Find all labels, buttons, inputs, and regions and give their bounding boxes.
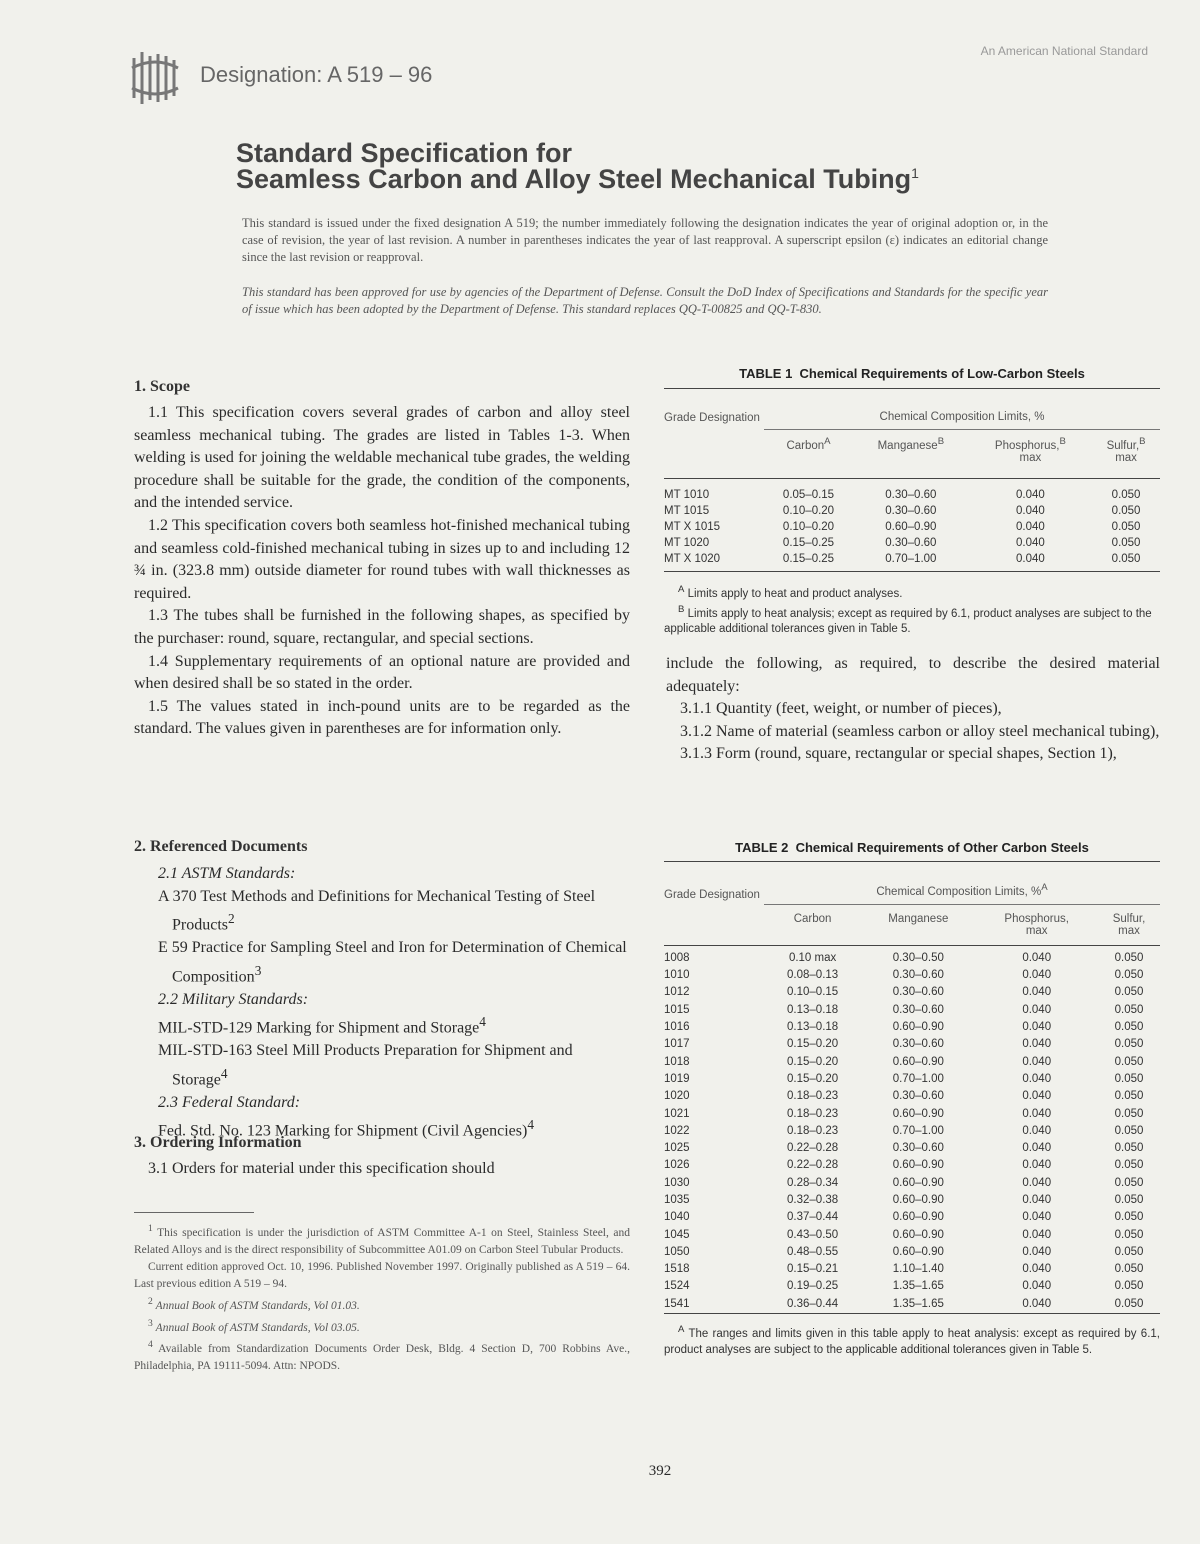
table-cell: 0.32–0.38 (787, 1193, 839, 1206)
item-3-1-2: 3.1.2 Name of material (seamless carbon or alloy steel mechanical tubing), (680, 722, 1160, 740)
table-row (664, 1157, 1160, 1174)
reference-mil-std-129 (134, 1011, 630, 1040)
table-row (664, 551, 1160, 572)
table-cell: 0.05–0.15 (782, 488, 835, 501)
table-row (664, 1036, 1160, 1053)
table-row (664, 1227, 1160, 1244)
table-cell: 0.040 (1022, 1142, 1052, 1155)
table-2-grade-header: Grade Designation (664, 889, 760, 901)
table-row (664, 503, 1160, 519)
table-2-body (664, 945, 1160, 1313)
table-2-title: Chemical Requirements of Other Carbon Steels (795, 840, 1089, 855)
table-cell: 0.08–0.13 (787, 969, 839, 982)
table-cell: 1018 (664, 1055, 690, 1068)
table-cell: 0.050 (1114, 1107, 1144, 1120)
table-cell: 0.60–0.90 (892, 1245, 944, 1258)
table-row (664, 1140, 1160, 1157)
table-cell: 0.050 (1114, 1297, 1144, 1310)
table-cell: 0.60–0.90 (892, 1211, 944, 1224)
table-2-wrapper (664, 861, 1160, 1358)
astm-logo (126, 48, 184, 108)
table-2-note-a (664, 1322, 1160, 1358)
table-cell: 0.15–0.25 (782, 536, 835, 549)
table-cell: 0.050 (1114, 1021, 1144, 1034)
table-cell: 1021 (664, 1107, 690, 1120)
item-3-1-3: 3.1.3 Form (round, square, rectangular or special shapes, Section 1), (680, 745, 1117, 763)
table-cell: 0.040 (1016, 520, 1045, 533)
table-cell: 0.050 (1114, 1090, 1144, 1103)
table-1-group-header: Chemical Composition Limits, % (764, 389, 1160, 430)
table-cell: 0.60–0.90 (892, 1055, 944, 1068)
table-cell: 1045 (664, 1228, 690, 1241)
paragraph-1-5: 1.5 The values stated in inch-pound units are to be regarded as the standard. The values given in parentheses are for information only. (134, 697, 630, 738)
table-1-number: TABLE 1 (739, 366, 793, 381)
table-cell: 0.050 (1114, 1055, 1144, 1068)
national-standard-label: An American National Standard (980, 44, 1148, 58)
table-cell: 0.050 (1114, 1263, 1144, 1276)
note-mark: A (824, 436, 831, 447)
table-cell: 0.050 (1114, 969, 1144, 982)
table-cell: 0.15–0.20 (787, 1055, 839, 1068)
table-1-wrapper (664, 388, 1160, 637)
group-label: Chemical Composition Limits, % (876, 885, 1042, 898)
table-cell: 0.15–0.20 (787, 1038, 839, 1051)
item-3-1-1: 3.1.1 Quantity (feet, weight, or number of pieces), (680, 700, 1002, 718)
table-cell: 0.18–0.23 (787, 1090, 839, 1103)
table-cell: 0.60–0.90 (892, 1021, 944, 1034)
table-cell: 0.050 (1114, 951, 1144, 964)
table-cell: 0.040 (1022, 1107, 1052, 1120)
table-cell: 0.70–1.00 (892, 1072, 944, 1085)
table-1-note-b-text: Limits apply to heat analysis; except as required by 6.1, product analyses are subject to the applicable additional tolerances given in Table 5. (664, 607, 1152, 636)
table-cell: 0.15–0.25 (782, 552, 835, 565)
table-cell: 0.10–0.20 (782, 504, 835, 517)
table-cell: 0.050 (1111, 520, 1141, 533)
table-cell: 0.050 (1114, 1245, 1144, 1258)
table-row (664, 1209, 1160, 1226)
footnote-4 (134, 1336, 630, 1375)
table-cell: 0.30–0.60 (892, 1142, 944, 1155)
reference-a370-text: A 370 Test Methods and Definitions for Mechanical Testing of Steel Products (158, 887, 596, 934)
col-unit: max (1019, 451, 1042, 464)
table-cell: 0.050 (1114, 1176, 1144, 1189)
section-1-heading: 1. Scope (134, 378, 190, 395)
table-row (664, 1071, 1160, 1088)
table-cell: 0.050 (1111, 488, 1141, 501)
table-cell: 0.050 (1114, 1159, 1144, 1172)
table-cell: 0.37–0.44 (787, 1211, 839, 1224)
table-cell: 0.60–0.90 (892, 1107, 944, 1120)
table-cell: 0.60–0.90 (885, 520, 937, 533)
table-cell: 1035 (664, 1193, 690, 1206)
table-1-caption (664, 366, 1160, 381)
table-row (664, 967, 1160, 984)
col-label: Phosphorus, (994, 439, 1060, 452)
table-row (664, 1019, 1160, 1036)
footnote-1b: Current edition approved Oct. 10, 1996. Published November 1997. Originally published as A 519 – 64. Last previous edition A 519 – 94. (134, 1260, 630, 1290)
col-label: Sulfur, (1112, 912, 1146, 925)
footnote-4-text: Available from Standardization Documents Order Desk, Bldg. 4 Section D, 700 Robbins Ave., Philadelphia, PA 19111-5094. Attn: NPODS. (134, 1343, 630, 1373)
table-cell: 0.050 (1114, 1124, 1144, 1137)
table-cell: 0.050 (1114, 1280, 1144, 1293)
paragraph-1-1: 1.1 This specification covers several grades of carbon and alloy steel seamless mechanical tubing. The grades are listed in Tables 1-3. When welding is used for joining the weldable mechanical tube grades, the welding procedure shall be suitable for the grade, the condition of the components, and the intended service. (134, 404, 630, 512)
note-mark: A (678, 1324, 685, 1336)
table-cell: 0.040 (1022, 1038, 1052, 1051)
designation: Designation: A 519 – 96 (200, 62, 433, 87)
table-cell: 0.040 (1022, 1055, 1052, 1068)
table-cell: 1017 (664, 1038, 690, 1051)
table-cell: 0.050 (1114, 986, 1144, 999)
table-cell: 1015 (664, 1003, 690, 1016)
col-unit: max (1115, 451, 1137, 464)
table-cell: MT X 1020 (664, 552, 721, 565)
table-1-title: Chemical Requirements of Low-Carbon Steels (799, 366, 1085, 381)
table-2-manganese-header: Manganese (888, 912, 949, 925)
table-cell: 0.050 (1114, 1211, 1144, 1224)
table-cell: 0.30–0.60 (885, 504, 937, 517)
table-cell: 0.30–0.60 (892, 986, 944, 999)
table-cell: 0.30–0.50 (892, 951, 944, 964)
table-cell: 0.050 (1114, 1228, 1144, 1241)
table-cell: 0.60–0.90 (892, 1193, 944, 1206)
col-label: Carbon (786, 439, 825, 452)
table-cell: 0.040 (1022, 951, 1052, 964)
table-cell: 1.35–1.65 (892, 1297, 944, 1310)
table-cell: 1022 (664, 1124, 690, 1137)
table-cell: 0.040 (1022, 1124, 1052, 1137)
table-cell: 0.43–0.50 (787, 1228, 839, 1241)
table-cell: 0.050 (1114, 1038, 1144, 1051)
col-label: Sulfur, (1106, 439, 1140, 452)
reference-fed-std-123-text: Fed. Std. No. 123 Marking for Shipment (Civil Agencies) (158, 1122, 528, 1140)
title-line-2 (236, 164, 919, 195)
table-cell: 0.10 max (788, 951, 837, 964)
table-cell: 0.28–0.34 (787, 1176, 839, 1189)
footnote-mark: 3 (254, 962, 262, 978)
table-2-group-header (764, 862, 1160, 905)
table-cell: 0.040 (1022, 1021, 1052, 1034)
table-cell: 1019 (664, 1072, 690, 1085)
table-row (664, 1123, 1160, 1140)
table-cell: 0.22–0.28 (787, 1159, 839, 1172)
federal-standard-subheading: 2.3 Federal Standard: (158, 1093, 301, 1111)
table-1-note-a (664, 582, 1160, 602)
issue-note: This standard is issued under the fixed designation A 519; the number immediately following the designation indicates the year of original adoption or, in the case of revision, the year of last revision. A number in parentheses indicates the year of last reapproval. A superscript epsilon (ε) indicates an editorial change since the last revision or reapproval. (242, 216, 1048, 264)
table-1-body (664, 478, 1160, 571)
table-cell: 1012 (664, 986, 690, 999)
table-cell: 0.60–0.90 (892, 1159, 944, 1172)
table-cell: 0.48–0.55 (787, 1245, 839, 1258)
table-cell: 0.15–0.20 (787, 1072, 839, 1085)
note-mark: B (678, 603, 685, 615)
table-cell: 1026 (664, 1159, 690, 1172)
table-cell: MT 1020 (664, 536, 710, 549)
table-1-carbon-header (764, 430, 853, 479)
footnote-mark: 3 (148, 1317, 153, 1329)
table-cell: 0.040 (1022, 986, 1052, 999)
astm-standards-subheading: 2.1 ASTM Standards: (158, 865, 296, 882)
footnote-mark: 2 (228, 911, 235, 927)
table-row (664, 1054, 1160, 1071)
table-cell: 0.040 (1022, 1245, 1052, 1258)
footnote-2 (134, 1293, 630, 1315)
title-line-1: Standard Specification for (236, 138, 573, 168)
col-unit: max (1025, 924, 1048, 937)
paragraph-3-1: 3.1 Orders for material under this specification should (148, 1160, 495, 1177)
table-cell: 1040 (664, 1211, 690, 1224)
footnote-mark: 4 (479, 1014, 486, 1030)
footnote-mark: 2 (148, 1295, 153, 1307)
table-cell: 0.040 (1022, 1263, 1052, 1276)
footnote-mark: 4 (527, 1117, 534, 1133)
table-cell: 0.040 (1016, 552, 1045, 565)
table-1-manganese-header (853, 430, 969, 479)
footnotes (134, 1220, 630, 1375)
table-cell: MT 1015 (664, 504, 710, 517)
table-cell: 0.050 (1111, 504, 1141, 517)
col-label: Phosphorus, (1004, 912, 1069, 925)
table-cell: 0.050 (1114, 1003, 1144, 1016)
table-1-note-a-text: Limits apply to heat and product analyses. (687, 587, 903, 600)
paragraph-1-4: 1.4 Supplementary requirements of an optional nature are provided and when desired shall be so stated in the order. (134, 652, 630, 693)
table-cell: 1524 (664, 1280, 690, 1293)
table-cell: 0.040 (1022, 1297, 1052, 1310)
paragraph-1-3: 1.3 The tubes shall be furnished in the following shapes, as specified by the purchaser: round, square, rectangular, and special sections. (134, 607, 630, 647)
table-cell: 0.040 (1022, 1280, 1052, 1293)
note-mark: A (1041, 882, 1048, 893)
table-cell: 0.70–1.00 (892, 1124, 944, 1137)
table-cell: 0.18–0.23 (787, 1124, 839, 1137)
table-cell: 0.040 (1022, 1072, 1052, 1085)
table-1-grade-header: Grade Designation (664, 412, 760, 424)
table-row (664, 519, 1160, 535)
table-row (664, 1296, 1160, 1314)
footnote-mark: 4 (220, 1065, 228, 1081)
reference-mil-std-163 (134, 1040, 630, 1092)
table-row (664, 1261, 1160, 1278)
table-cell: 1010 (664, 969, 690, 982)
paragraph-1-2: 1.2 This specification covers both seamless hot-finished mechanical tubing and seamless cold-finished mechanical tubing in sizes up to and including 12 ¾ in. (323.8 mm) outside diameter for round tubes with wall thicknesses as required. (134, 516, 630, 602)
title-line-2-text: Seamless Carbon and Alloy Steel Mechanical Tubing (236, 164, 912, 194)
table-cell: 0.30–0.60 (892, 1090, 944, 1103)
table-cell: 0.040 (1016, 504, 1045, 517)
table-cell: 0.60–0.90 (892, 1176, 944, 1189)
table-2-phosphorus-header (975, 904, 1098, 945)
footnote-1 (134, 1220, 630, 1259)
military-standards-subheading: 2.2 Military Standards: (158, 990, 309, 1008)
table-cell: 0.10–0.20 (782, 520, 835, 533)
note-mark: B (1139, 436, 1146, 447)
table-cell: 0.040 (1022, 1003, 1052, 1016)
table-cell: 0.050 (1114, 1142, 1144, 1155)
table-1-note-b (664, 602, 1160, 638)
table-cell: 0.13–0.18 (787, 1003, 839, 1016)
reference-mil-std-129-text: MIL-STD-129 Marking for Shipment and Storage (158, 1019, 480, 1037)
table-cell: MT X 1015 (664, 520, 721, 533)
table-cell: 0.040 (1022, 1159, 1052, 1172)
table-2-number: TABLE 2 (735, 840, 789, 855)
table-2-sulfur-header (1098, 904, 1160, 945)
table-cell: 1030 (664, 1176, 690, 1189)
col-label: Manganese (877, 439, 938, 452)
table-cell: 0.15–0.21 (787, 1263, 839, 1276)
reference-a370 (134, 886, 630, 938)
table-cell: 0.30–0.60 (892, 969, 944, 982)
table-cell: 1.35–1.65 (892, 1280, 944, 1293)
table-1-sulfur-header (1092, 430, 1160, 479)
table-row (664, 535, 1160, 551)
section-3-heading: 3. Ordering Information (134, 1134, 302, 1151)
table-cell: 0.040 (1022, 1193, 1052, 1206)
table-row (664, 1106, 1160, 1123)
dod-note: This standard has been approved for use by agencies of the Department of Defense. Consult the DoD Index of Specifications and Standards for the specific year of issue which has been adopted by the Department of Defense. This standard replaces QQ-T-00825 and QQ-T-830. (242, 285, 1048, 316)
table-cell: 1.10–1.40 (892, 1263, 944, 1276)
table-cell: 1541 (664, 1297, 690, 1310)
title-footnote-mark: 1 (911, 165, 919, 181)
table-row (664, 1192, 1160, 1209)
table-row (664, 945, 1160, 967)
table-cell: 0.050 (1114, 1072, 1144, 1085)
reference-e59 (134, 937, 630, 989)
footnote-divider (134, 1212, 254, 1213)
table-row (664, 1278, 1160, 1295)
footnote-3 (134, 1315, 630, 1337)
footnote-mark: 1 (148, 1223, 153, 1234)
table-cell: 0.30–0.60 (892, 1038, 944, 1051)
table-1 (664, 388, 1160, 572)
footnote-2-text: Annual Book of ASTM Standards, Vol 01.03. (155, 1299, 360, 1312)
table-cell: 0.040 (1022, 1211, 1052, 1224)
section-1-body (134, 402, 630, 741)
note-mark: B (937, 436, 945, 447)
table-cell: 0.13–0.18 (787, 1021, 839, 1034)
table-cell: 1020 (664, 1090, 690, 1103)
table-cell: 0.60–0.90 (892, 1228, 944, 1241)
table-cell: 0.30–0.60 (892, 1003, 944, 1016)
table-cell: 1016 (664, 1021, 690, 1034)
table-cell: 0.30–0.60 (885, 488, 937, 501)
section-2-body (134, 863, 630, 1143)
table-cell: MT 1010 (664, 488, 710, 501)
note-mark: B (1059, 436, 1066, 447)
reference-e59-text: E 59 Practice for Sampling Steel and Iron for Determination of Chemical Composition (158, 939, 627, 986)
table-1-phosphorus-header (969, 430, 1092, 479)
table-cell: 0.18–0.23 (787, 1107, 839, 1120)
table-cell: 0.040 (1022, 969, 1052, 982)
table-cell: 0.040 (1022, 1176, 1052, 1189)
table-cell: 0.050 (1114, 1193, 1144, 1206)
table-cell: 0.040 (1022, 1090, 1052, 1103)
table-row (664, 1244, 1160, 1261)
note-mark: A (678, 583, 685, 595)
section-3-continued (666, 653, 1160, 766)
footnote-1-text: This specification is under the jurisdiction of ASTM Committee A-1 on Steel, Stainless Steel, and Related Alloys and is the direct responsibility of Subcommittee A01.09 on Carbon Steel Tubular Products. (134, 1226, 631, 1256)
table-row (664, 478, 1160, 503)
table-cell: 0.19–0.25 (787, 1280, 839, 1293)
table-2 (664, 861, 1160, 1314)
table-cell: 0.22–0.28 (787, 1142, 839, 1155)
table-cell: 0.36–0.44 (787, 1297, 839, 1310)
table-2-note-a-text: The ranges and limits given in this table apply to heat analysis: except as required by 6.1, product analyses are subject to the applicable additional tolerances given in Table 5. (664, 1327, 1160, 1356)
table-cell: 1008 (664, 951, 690, 964)
table-cell: 0.040 (1016, 536, 1045, 549)
table-cell: 0.040 (1016, 488, 1045, 501)
footnote-mark: 4 (148, 1339, 153, 1351)
table-cell: 1518 (664, 1263, 690, 1276)
reference-mil-std-163-text: MIL-STD-163 Steel Mill Products Preparation for Shipment and Storage (158, 1042, 573, 1089)
table-cell: 1025 (664, 1142, 690, 1155)
table-cell: 0.30–0.60 (885, 536, 937, 549)
table-cell: 0.70–1.00 (885, 552, 937, 565)
table-cell: 0.040 (1022, 1228, 1052, 1241)
table-cell: 0.050 (1111, 536, 1141, 549)
table-cell: 1050 (664, 1245, 690, 1258)
paragraph-3-1-cont: include the following, as required, to describe the desired material adequately: (666, 655, 1160, 695)
table-2-caption (664, 840, 1160, 855)
section-2-heading: 2. Referenced Documents (134, 838, 308, 855)
table-row (664, 1088, 1160, 1105)
table-row (664, 984, 1160, 1001)
table-row (664, 1175, 1160, 1192)
table-row (664, 1002, 1160, 1019)
page-number: 392 (648, 1463, 672, 1479)
footnote-3-text: Annual Book of ASTM Standards, Vol 03.05. (155, 1321, 360, 1334)
table-cell: 0.050 (1111, 552, 1141, 565)
table-2-carbon-header: Carbon (793, 912, 832, 925)
col-unit: max (1118, 924, 1140, 937)
table-cell: 0.10–0.15 (787, 986, 839, 999)
